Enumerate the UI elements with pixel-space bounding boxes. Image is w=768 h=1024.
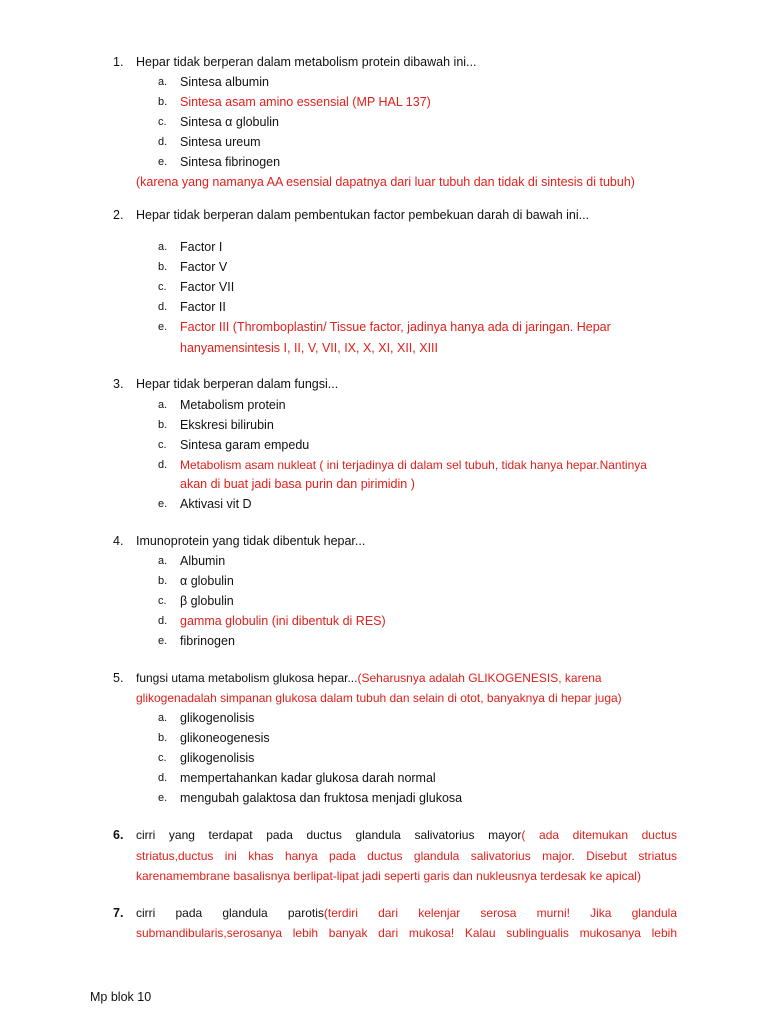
option-letter: e.: [158, 792, 168, 804]
question-text: fungsi utama metabolism glukosa hepar...: [136, 671, 358, 685]
option-text: Ekskresi bilirubin: [180, 418, 274, 432]
answer-note: (terdiri dari kelenjar serosa murni! Jika glandula: [323, 906, 677, 920]
option-letter: a.: [158, 555, 168, 567]
option-text: Factor VII: [180, 280, 235, 294]
option-letter: c.: [158, 281, 167, 293]
option-text: Albumin: [180, 554, 226, 568]
page-footer: Mp blok 10: [90, 990, 152, 1004]
answer-note-cont: glikogenadalah simpanan glukosa dalam tubuh dan selain di otot, banyaknya di hepar juga): [136, 691, 622, 705]
answer-note: (karena yang namanya AA esensial dapatnya dari luar tubuh dan tidak di sintesis di tubuh): [136, 175, 635, 189]
option-text: Factor V: [180, 260, 228, 274]
option-letter: e.: [158, 156, 168, 168]
option-text: Sintesa garam empedu: [180, 438, 310, 452]
option-letter: d.: [158, 615, 168, 627]
option-text-answer: Sintesa asam amino essensial (MP HAL 137): [180, 95, 431, 109]
question-text: Hepar tidak berperan dalam metabolism protein dibawah ini...: [136, 55, 477, 69]
option-text-answer-cont: akan di buat jadi basa purin dan pirimidin ): [180, 477, 415, 491]
option-text: glikoneogenesis: [180, 731, 270, 745]
option-text: fibrinogen: [180, 634, 235, 648]
option-text: glikogenolisis: [180, 751, 255, 765]
question-number: 2.: [113, 208, 124, 222]
question-number: 3.: [113, 377, 124, 391]
option-text: β globulin: [180, 594, 234, 608]
question-number: 1.: [113, 55, 124, 69]
answer-note: (Seharusnya adalah GLIKOGENESIS, karena: [357, 671, 602, 685]
option-letter: b.: [158, 732, 168, 744]
question-text: Imunoprotein yang tidak dibentuk hepar...: [136, 534, 366, 548]
option-text: Factor II: [180, 300, 226, 314]
question-number: 5.: [113, 671, 124, 685]
question-text: cirri yang terdapat pada ductus glandula salivatorius mayor: [136, 828, 522, 842]
question-text: Hepar tidak berperan dalam fungsi...: [136, 377, 339, 391]
option-text: Factor I: [180, 240, 223, 254]
question-line: [136, 670, 602, 686]
option-letter: b.: [158, 419, 168, 431]
option-letter: d.: [158, 301, 168, 313]
option-text-answer: Factor III (Thromboplastin/ Tissue factor, jadinya hanya ada di jaringan. Hepar: [180, 320, 611, 334]
answer-note-cont: striatus,ductus ini khas hanya pada ductus glandula salivatorius major. Disebut striatus: [136, 849, 677, 863]
option-text: α globulin: [180, 574, 234, 588]
option-letter: b.: [158, 96, 168, 108]
option-text: Metabolism protein: [180, 398, 286, 412]
option-text: glikogenolisis: [180, 711, 255, 725]
option-letter: a.: [158, 712, 168, 724]
option-text-answer-cont: hanyamensintesis I, II, V, VII, IX, X, XI, XII, XIII: [180, 341, 438, 355]
question-number: 7.: [113, 906, 124, 920]
option-text: Sintesa ureum: [180, 135, 261, 149]
option-letter: c.: [158, 116, 167, 128]
option-text: Sintesa fibrinogen: [180, 155, 281, 169]
answer-note-cont: submandibularis,serosanya lebih banyak dari mukosa! Kalau sublingualis mukosanya lebih: [136, 926, 677, 940]
option-letter: d.: [158, 136, 168, 148]
answer-note-cont: karenamembrane basalisnya berlipat-lipat jadi seperti garis dan nukleusnya terdesak ke apical): [136, 869, 641, 883]
option-letter: e.: [158, 321, 168, 333]
option-letter: e.: [158, 498, 168, 510]
question-text: cirri pada glandula parotis: [136, 906, 324, 920]
option-letter: d.: [158, 459, 168, 471]
option-letter: a.: [158, 76, 168, 88]
option-letter: b.: [158, 575, 168, 587]
question-text: Hepar tidak berperan dalam pembentukan factor pembekuan darah di bawah ini...: [136, 208, 590, 222]
question-number: 4.: [113, 534, 124, 548]
option-text: mengubah galaktosa dan fruktosa menjadi glukosa: [180, 791, 463, 805]
option-letter: b.: [158, 261, 168, 273]
option-letter: c.: [158, 752, 167, 764]
option-text: Sintesa α globulin: [180, 115, 279, 129]
question-number: 6.: [113, 828, 124, 842]
option-letter: d.: [158, 772, 168, 784]
question-line: [136, 905, 677, 921]
option-letter: c.: [158, 439, 167, 451]
option-letter: e.: [158, 635, 168, 647]
option-letter: a.: [158, 399, 168, 411]
option-letter: c.: [158, 595, 167, 607]
option-text-answer: gamma globulin (ini dibentuk di RES): [180, 614, 386, 628]
question-line: [136, 827, 677, 843]
option-text: Aktivasi vit D: [180, 497, 252, 511]
option-text-answer: Metabolism asam nukleat ( ini terjadinya di dalam sel tubuh, tidak hanya hepar.Nantinya: [180, 458, 647, 472]
option-text: Sintesa albumin: [180, 75, 269, 89]
option-text: mempertahankan kadar glukosa darah normal: [180, 771, 436, 785]
option-letter: a.: [158, 241, 168, 253]
answer-note: ( ada ditemukan ductus: [521, 828, 677, 842]
